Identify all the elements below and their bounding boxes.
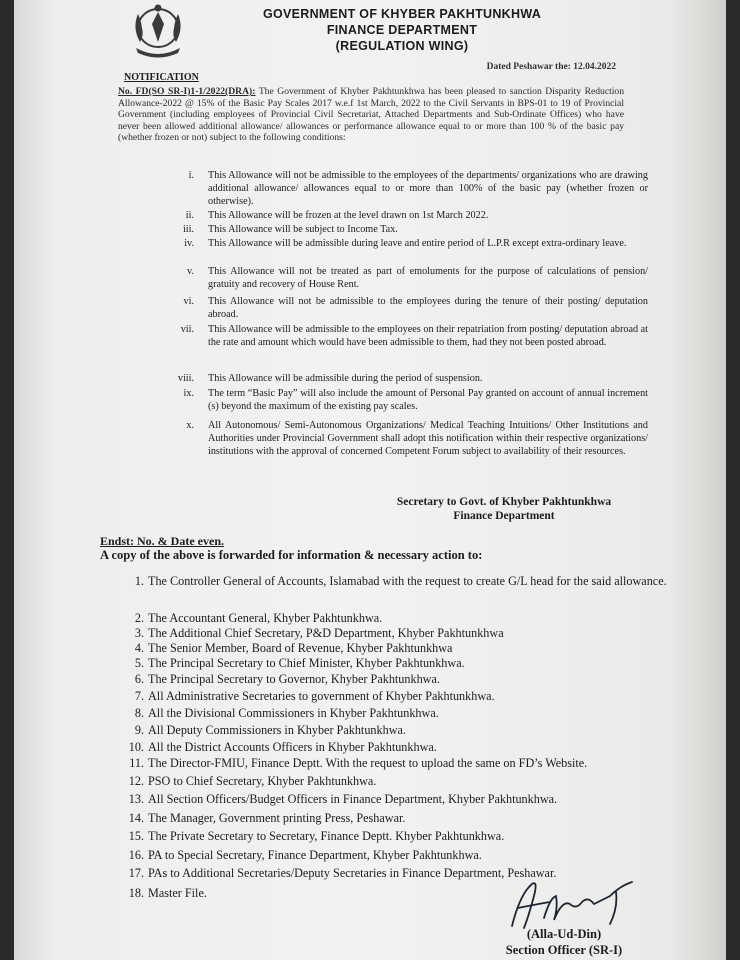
distribution-text: PAs to Additional Secretaries/Deputy Secretaries in Finance Department, Peshawar. [148,866,557,880]
intro-paragraph [118,86,624,144]
header-line-2: FINANCE DEPARTMENT [326,23,478,37]
condition-text: All Autonomous/ Semi-Autonomous Organizations/ Medical Teaching Intuitions/ Other Institutions and Authorities under Provincial Government shall adopt this notification within their respective organizations/ institutions with the approval of concerned Competent Forum subject to availability of their resources. [208,420,648,457]
reference-number: No. FD(SO SR-I)1-1/2022(DRA): [118,86,256,97]
condition-number: v. [187,266,194,277]
distribution-text: The Additional Chief Secretary, P&D Department, Khyber Pakhtunkhwa [148,626,504,640]
distribution-text: PA to Special Secretary, Finance Department, Khyber Pakhtunkhwa. [148,848,482,862]
distribution-text: The Principal Secretary to Governor, Khyber Pakhtunkhwa. [148,672,440,686]
condition-number: vii. [180,324,194,335]
condition-number: iv. [184,238,194,249]
signatory-title: Secretary to Govt. of Khyber Pakhtunkhwa [396,496,612,508]
distribution-number: 9. [134,723,144,737]
distribution-text: All Administrative Secretaries to government of Khyber Pakhtunkhwa. [148,689,495,703]
distribution-text: The Private Secretary to Secretary, Finance Deptt. Khyber Pakhtunkhwa. [148,829,505,843]
distribution-text: The Director-FMIU, Finance Deptt. With the request to upload the same on FD’s Website. [148,756,588,770]
officer-name: (Alla-Ud-Din) [526,927,602,941]
condition-text: This Allowance will not be treated as part of emoluments for the purpose of calculations of pension/ gratuity and recovery of House Rent. [208,266,648,290]
distribution-text: The Senior Member, Board of Revenue, Khyber Pakhtunkhwa [148,641,453,655]
copy-forward-line: A copy of the above is forwarded for information & necessary action to: [100,548,483,562]
distribution-text: The Principal Secretary to Chief Minister, Khyber Pakhtunkhwa. [148,656,465,670]
distribution-number: 8. [134,706,144,720]
distribution-number: 12. [128,774,144,788]
condition-number: ix. [183,388,194,399]
endorsement-line: Endst: No. & Date even. [100,534,224,548]
condition-text: This Allowance will not be admissible to the employees of the departments/ organizations who are drawing additional allowance/ allowances equal to or more than 100% of the basic pay (whether frozen or otherwise). [208,170,648,207]
header-line-1: GOVERNMENT OF KHYBER PAKHTUNKHWA [262,7,542,21]
officer-designation: Section Officer (SR-I) [505,943,623,957]
condition-number: x. [186,420,194,431]
distribution-number: 3. [134,626,144,640]
distribution-text: The Manager, Government printing Press, Peshawar. [148,811,406,825]
distribution-number: 1. [134,574,144,588]
letterhead [252,6,552,54]
distribution-number: 15. [128,829,144,843]
header-line-3: (REGULATION WING) [335,39,469,53]
condition-text: This Allowance will be admissible during leave and entire period of L.P.R except extra-ordinary leave. [208,238,627,249]
government-emblem-icon [124,2,192,60]
condition-text: The term “Basic Pay” will also include the amount of Personal Pay granted on account of annual increment (s) beyond the maximum of the existing pay scales. [208,388,648,412]
distribution-text: The Accountant General, Khyber Pakhtunkhwa. [148,611,383,625]
distribution-text: All the District Accounts Officers in Khyber Pakhtunkhwa. [148,740,437,754]
condition-number: viii. [177,373,194,384]
condition-number: iii. [182,224,194,235]
distribution-text: Master File. [148,886,207,900]
secretary-signatory-block [364,495,644,523]
distribution-text: All Deputy Commissioners in Khyber Pakhtunkhwa. [148,723,406,737]
handwritten-signature-icon [498,874,648,934]
distribution-number: 17. [128,866,144,880]
distribution-number: 2. [134,611,144,625]
condition-text: This Allowance will be frozen at the level drawn on 1st March 2022. [208,210,489,221]
distribution-number: 10. [128,740,144,754]
condition-text: This Allowance will be admissible to the employees on their repatriation from posting/ deputation abroad at the rate and amount which would have been admissible to them, had they not been posted abroad. [208,324,648,348]
distribution-number: 7. [134,689,144,703]
condition-text: This Allowance will be subject to Income Tax. [208,224,398,235]
condition-number: vi. [183,296,194,307]
distribution-text: All Section Officers/Budget Officers in Finance Department, Khyber Pakhtunkhwa. [148,792,558,806]
distribution-text: The Controller General of Accounts, Islamabad with the request to create G/L head for the said allowance. [148,574,667,588]
distribution-number: 16. [128,848,144,862]
section-officer-block [484,926,644,958]
signatory-department: Finance Department [453,510,555,522]
document-page [14,0,726,960]
condition-number: i. [188,170,194,181]
distribution-number: 11. [129,756,144,770]
distribution-number: 13. [128,792,144,806]
condition-number: ii. [185,210,194,221]
distribution-text: All the Divisional Commissioners in Khyber Pakhtunkhwa. [148,706,439,720]
distribution-number: 14. [128,811,144,825]
distribution-number: 6. [134,672,144,686]
condition-text: This Allowance will be admissible during the period of suspension. [208,373,483,384]
distribution-number: 18. [128,886,144,900]
condition-text: This Allowance will not be admissible to the employees during the tenure of their posting/ deputation abroad. [208,296,648,320]
distribution-number: 4. [134,641,144,655]
intro-text: The Government of Khyber Pakhtunkhwa has been pleased to sanction Disparity Reduction Allowance-2022 @ 15% of the Basic Pay Scales 2017 w.e.f 1st March, 2022 to the Civil Servants in BPS-01 to 19 of Provincial Government (including employees of Provincial Civil Secretariat, Attached Departments and Sub-Ordinate Offices) who have never been allowed additional allowance/ allowances or performance allowance equal to or more than 100 % of the basic pay (whether frozen or not) subject to the following conditions: [118,86,625,144]
dated-line: Dated Peshawar the: 12.04.2022 [486,62,616,72]
notification-heading: NOTIFICATION [124,72,199,83]
distribution-text: PSO to Chief Secretary, Khyber Pakhtunkhwa. [148,774,377,788]
distribution-number: 5. [134,656,144,670]
